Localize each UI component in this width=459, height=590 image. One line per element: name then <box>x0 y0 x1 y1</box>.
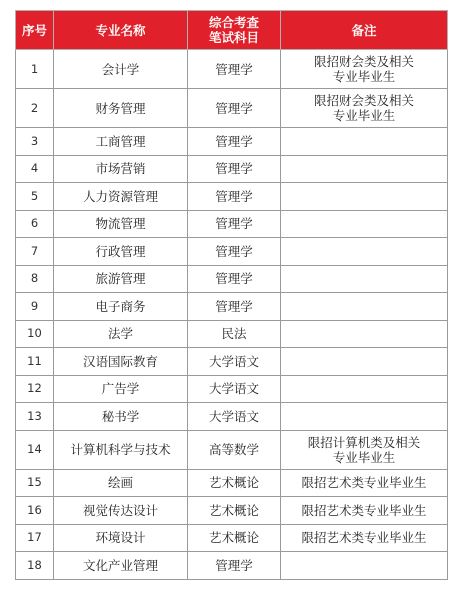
table-row <box>16 183 448 211</box>
note-line: 限招计算机类及相关 <box>307 434 421 450</box>
cell-no: 10 <box>16 320 54 348</box>
cell-note <box>281 293 448 321</box>
header-exam-line-1: 综合考查 <box>208 15 259 30</box>
cell-exam: 艺术概论 <box>188 497 281 525</box>
cell-note <box>281 265 448 293</box>
cell-no: 4 <box>16 155 54 183</box>
cell-major: 环境设计 <box>54 524 188 552</box>
cell-note <box>281 403 448 431</box>
table-body <box>16 50 448 580</box>
cell-major: 人力资源管理 <box>54 183 188 211</box>
cell-no: 18 <box>16 552 54 580</box>
cell-major: 会计学 <box>54 50 188 89</box>
cell-note <box>281 238 448 266</box>
cell-no: 1 <box>16 50 54 89</box>
note-line: 专业毕业生 <box>332 69 396 84</box>
header-major: 专业名称 <box>54 11 188 50</box>
cell-note <box>281 210 448 238</box>
cell-note <box>281 183 448 211</box>
cell-exam: 管理学 <box>188 89 281 128</box>
cell-no: 5 <box>16 183 54 211</box>
cell-note <box>281 375 448 403</box>
table-row <box>16 293 448 321</box>
table-row <box>16 50 448 89</box>
table-row <box>16 469 448 497</box>
note-line: 限招财会类及相关 <box>313 93 414 108</box>
cell-exam: 管理学 <box>188 50 281 89</box>
cell-exam: 大学语文 <box>188 375 281 403</box>
note-line: 专业毕业生 <box>332 449 396 465</box>
cell-exam: 大学语文 <box>188 348 281 376</box>
cell-note <box>281 469 448 497</box>
cell-major: 计算机科学与技术 <box>54 430 188 469</box>
cell-note <box>281 128 448 156</box>
cell-exam: 管理学 <box>188 183 281 211</box>
note-line: 限招艺术类专业毕业生 <box>301 475 427 491</box>
header-exam <box>188 11 281 50</box>
header-no: 序号 <box>16 11 54 50</box>
cell-exam: 大学语文 <box>188 403 281 431</box>
cell-no: 16 <box>16 497 54 525</box>
cell-major: 旅游管理 <box>54 265 188 293</box>
cell-exam: 艺术概论 <box>188 469 281 497</box>
table-row <box>16 430 448 469</box>
cell-major: 视觉传达设计 <box>54 497 188 525</box>
cell-no: 3 <box>16 128 54 156</box>
cell-exam: 管理学 <box>188 210 281 238</box>
cell-major: 行政管理 <box>54 238 188 266</box>
cell-no: 7 <box>16 238 54 266</box>
cell-major: 物流管理 <box>54 210 188 238</box>
note-line: 专业毕业生 <box>332 108 396 123</box>
cell-major: 工商管理 <box>54 128 188 156</box>
table-row <box>16 238 448 266</box>
cell-no: 12 <box>16 375 54 403</box>
cell-major: 法学 <box>54 320 188 348</box>
cell-major: 秘书学 <box>54 403 188 431</box>
cell-major: 市场营销 <box>54 155 188 183</box>
note-line: 限招艺术类专业毕业生 <box>301 502 427 518</box>
table-row <box>16 403 448 431</box>
table-row <box>16 265 448 293</box>
table-row <box>16 524 448 552</box>
cell-note <box>281 430 448 469</box>
table-row <box>16 89 448 128</box>
cell-no: 17 <box>16 524 54 552</box>
cell-exam: 艺术概论 <box>188 524 281 552</box>
cell-major: 财务管理 <box>54 89 188 128</box>
table-row <box>16 320 448 348</box>
cell-exam: 高等数学 <box>188 430 281 469</box>
cell-exam: 管理学 <box>188 155 281 183</box>
table-row <box>16 128 448 156</box>
note-line: 限招财会类及相关 <box>313 54 414 69</box>
cell-no: 15 <box>16 469 54 497</box>
cell-note <box>281 89 448 128</box>
cell-major: 绘画 <box>54 469 188 497</box>
cell-exam: 管理学 <box>188 552 281 580</box>
cell-exam: 管理学 <box>188 238 281 266</box>
header-exam-line-2: 笔试科目 <box>208 30 259 45</box>
majors-table <box>15 10 448 580</box>
cell-exam: 管理学 <box>188 128 281 156</box>
note-line: 限招艺术类专业毕业生 <box>301 530 427 546</box>
table-row <box>16 348 448 376</box>
table-row <box>16 497 448 525</box>
cell-exam: 管理学 <box>188 265 281 293</box>
cell-no: 6 <box>16 210 54 238</box>
header-note: 备注 <box>281 11 448 50</box>
cell-no: 2 <box>16 89 54 128</box>
cell-exam: 民法 <box>188 320 281 348</box>
cell-note <box>281 155 448 183</box>
cell-no: 11 <box>16 348 54 376</box>
cell-note <box>281 552 448 580</box>
cell-no: 9 <box>16 293 54 321</box>
cell-major: 电子商务 <box>54 293 188 321</box>
table-row <box>16 155 448 183</box>
table-row <box>16 375 448 403</box>
cell-note <box>281 50 448 89</box>
cell-note <box>281 497 448 525</box>
cell-no: 14 <box>16 430 54 469</box>
cell-exam: 管理学 <box>188 293 281 321</box>
cell-note <box>281 320 448 348</box>
header-row <box>16 11 448 50</box>
table-row <box>16 552 448 580</box>
cell-major: 文化产业管理 <box>54 552 188 580</box>
cell-no: 13 <box>16 403 54 431</box>
cell-note <box>281 348 448 376</box>
cell-major: 广告学 <box>54 375 188 403</box>
cell-major: 汉语国际教育 <box>54 348 188 376</box>
cell-note <box>281 524 448 552</box>
table-row <box>16 210 448 238</box>
cell-no: 8 <box>16 265 54 293</box>
